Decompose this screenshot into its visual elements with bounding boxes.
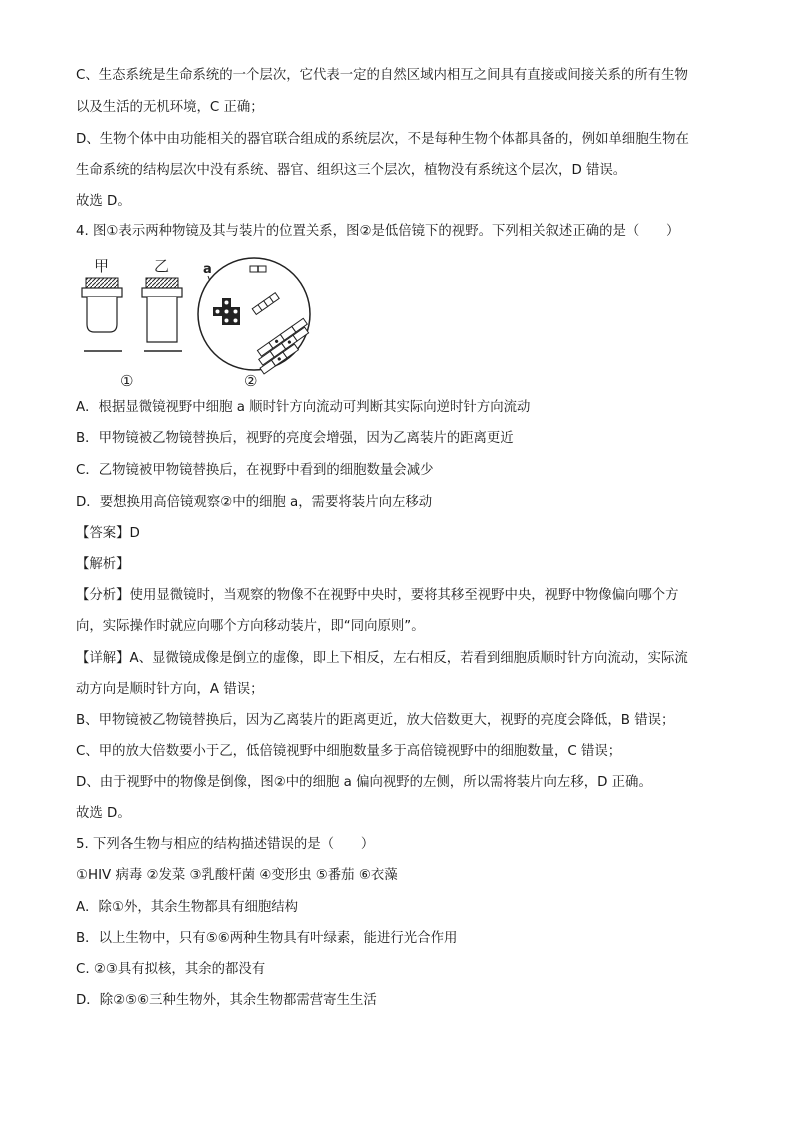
question-4-option-c: C．乙物镜被甲物镜替换后，在视野中看到的细胞数量会减少	[76, 463, 434, 478]
question-4-option-d: D．要想换用高倍镜观察②中的细胞 a，需要将装片向左移动	[76, 495, 433, 510]
objective-jia-shape	[82, 278, 122, 332]
question-4-option-b: B．甲物镜被乙物镜替换后，视野的亮度会增强，因为乙离装片的距离更近	[76, 431, 514, 446]
question-5-option-d: D．除②⑤⑥三种生物外，其余生物都需营寄生生活	[76, 993, 377, 1008]
explanation-line-2: 向，实际操作时就应向哪个方向移动装片，即“同向原则”。	[76, 619, 425, 634]
question-4-stem: 4. 图①表示两种物镜及其与装片的位置关系，图②是低倍镜下的视野。下列相关叙述正确的是（ ）	[76, 224, 680, 239]
paragraph-c-line1: C、生态系统是生命系统的一个层次，它代表一定的自然区域内相互之间具有直接或间接关系的所有生物	[76, 68, 688, 83]
choose-answer-prev: 故选 D。	[76, 194, 131, 209]
label-yi: 乙	[154, 257, 170, 275]
analysis-title: 【解析】	[76, 557, 130, 572]
caption-figure-1: ①	[120, 372, 134, 390]
explanation-line-1: 【分析】使用显微镜时，当观察的物像不在视野中央时，要将其移至视野中央，视野中物像偏向哪个方	[76, 588, 679, 603]
explanation-line-7: D、由于视野中的物像是倒像，图②中的细胞 a 偏向视野的左侧，所以需将装片向左移，D 正确。	[76, 775, 652, 790]
question-5-option-c: C. ②③具有拟核，其余的都没有	[76, 962, 266, 977]
explanation-line-3: 【详解】A、显微镜成像是倒立的虚像，即上下相反，左右相反，若看到细胞质顺时针方向流动，实际流	[76, 651, 688, 666]
objective-yi-shape	[142, 278, 182, 342]
question-4-option-a: A．根据显微镜视野中细胞 a 顺时针方向流动可判断其实际向逆时针方向流动	[76, 400, 531, 415]
label-jia: 甲	[94, 257, 110, 275]
question-5-option-b: B．以上生物中，只有⑤⑥两种生物具有叶绿素，能进行光合作用	[76, 931, 458, 946]
explanation-line-8: 故选 D。	[76, 806, 131, 821]
microscope-figure-svg	[76, 254, 336, 394]
explanation-line-4: 动方向是顺时针方向，A 错误；	[76, 682, 264, 697]
paragraph-d-line2: 生命系统的结构层次中没有系统、器官、组织这三个层次，植物没有系统这个层次，D 错误。	[76, 163, 627, 178]
microscope-figure	[76, 254, 336, 394]
paragraph-d-line1: D、生物个体中由功能相关的器官联合组成的系统层次，不是每种生物个体都具备的，例如单细胞生物在	[76, 132, 689, 147]
caption-figure-2: ②	[244, 372, 258, 390]
label-cell-a: a	[203, 262, 212, 277]
question-5-option-a: A．除①外，其余生物都具有细胞结构	[76, 900, 299, 915]
explanation-line-5: B、甲物镜被乙物镜替换后，因为乙离装片的距离更近，放大倍数更大，视野的亮度会降低，B 错误；	[76, 713, 675, 728]
paragraph-c-line2: 以及生活的无机环境，C 正确；	[76, 100, 264, 115]
question-5-stem: 5. 下列各生物与相应的结构描述错误的是（ ）	[76, 837, 375, 852]
explanation-line-6: C、甲的放大倍数要小于乙，低倍镜视野中细胞数量多于高倍镜视野中的细胞数量，C 错误；	[76, 744, 622, 759]
answer-label: 【答案】D	[76, 526, 140, 541]
question-5-organism-list: ①HIV 病毒 ②发菜 ③乳酸杆菌 ④变形虫 ⑤番茄 ⑥衣藻	[76, 868, 398, 883]
